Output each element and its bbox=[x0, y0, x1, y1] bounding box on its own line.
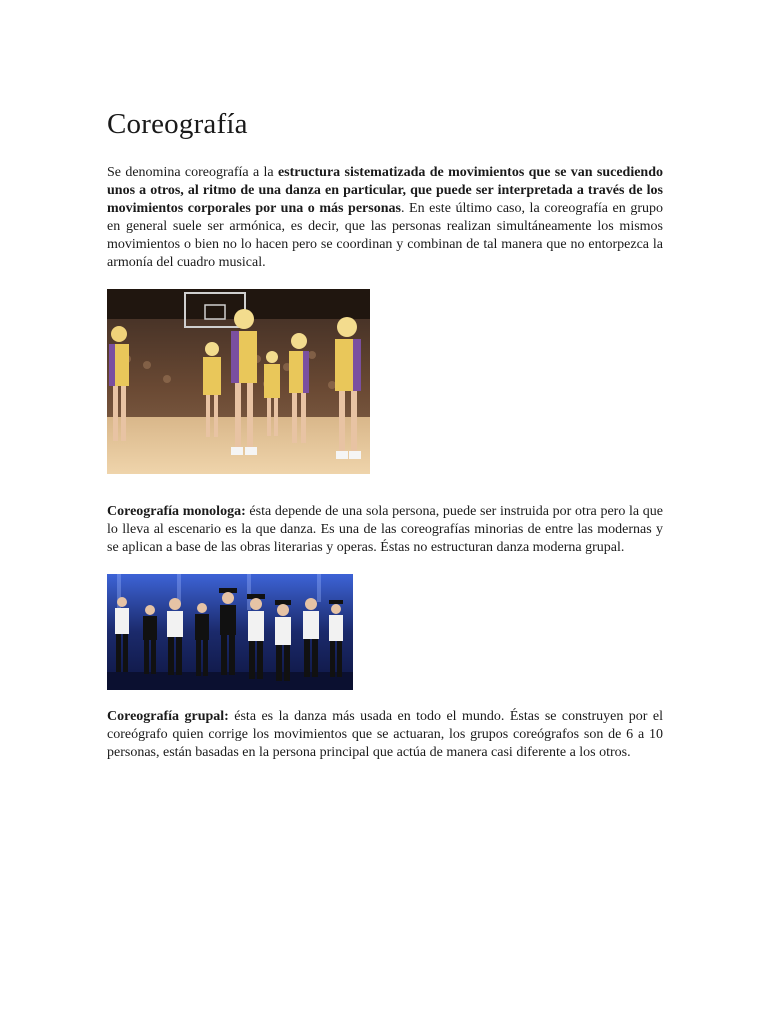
intro-bold: estructura sistematizada de movimientos que se van sucediendo unos a otros, al ritmo de una danza en particular, que puede ser interpretada a través de los movimientos corporales por una o más personas bbox=[107, 165, 663, 216]
cheerleaders-photo bbox=[107, 289, 370, 474]
cheerleaders-illustration bbox=[107, 289, 370, 474]
monologa-paragraph bbox=[107, 503, 663, 557]
grupal-term: Coreografía grupal: bbox=[107, 709, 229, 724]
document-title: Coreografía bbox=[107, 108, 248, 140]
intro-lead: Se denomina coreografía a la bbox=[107, 165, 278, 180]
intro-paragraph bbox=[107, 164, 663, 272]
grupal-paragraph bbox=[107, 708, 663, 762]
monologa-term: Coreografía monologa: bbox=[107, 504, 246, 519]
dance-group-illustration bbox=[107, 574, 353, 690]
dance-group-photo bbox=[107, 574, 353, 690]
intro-rest: . En este último caso, la coreografía en grupo en general suele ser armónica, es decir, que las personas realizan simultáneamente los mismos movimientos o bien no lo hacen pero se coordinan y combinan de tal manera que no entorpezca la armonía del cuadro musical. bbox=[107, 201, 663, 270]
monologa-text: ésta depende de una sola persona, puede ser instruida por otra pero la que lo lleva al escenario es la que danza. Es una de las coreografías minorias de entre las modernas y se aplican a base de las obras literarias y operas. Éstas no estructuran danza moderna grupal. bbox=[107, 504, 663, 555]
grupal-text: ésta es la danza más usada en todo el mundo. Éstas se construyen por el coreógrafo quien corrige los movimientos que se actuaran, los grupos coreógrafos son de 6 a 10 personas, están basadas en la persona principal que actúa de manera casi diferente a los otros. bbox=[107, 709, 663, 760]
